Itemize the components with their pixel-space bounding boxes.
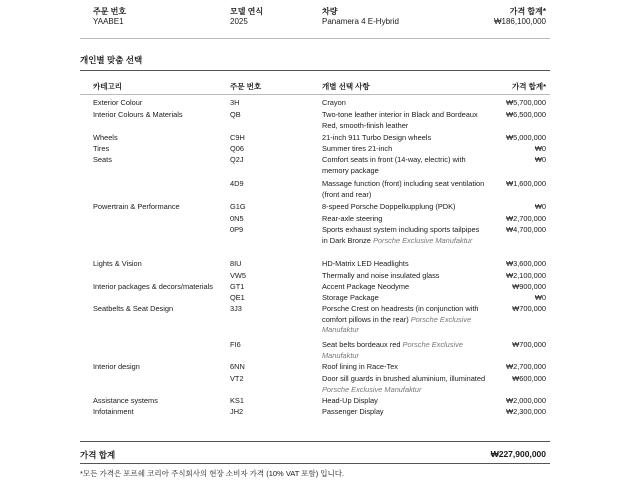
total-label: 가격 합계 [80, 450, 116, 460]
row-option: Summer tires 21-inch [322, 144, 393, 153]
footnote: *모든 가격은 포르쉐 코리아 주식회사의 현장 소비자 가격 (10% VAT 포함) 입니다. [80, 469, 345, 478]
row-note: Porsche Exclusive Manufaktur [372, 235, 473, 245]
row-option: 21-inch 911 Turbo Design wheels [322, 133, 432, 142]
column-header-option: 개별 선택 사항 [322, 82, 370, 91]
row-code: 3H [230, 98, 240, 107]
row-category: Infotainment [93, 407, 134, 416]
row-price: ₩2,700,000 [506, 362, 546, 371]
row-code: 0N5 [230, 214, 244, 223]
row-option: Thermally and noise insulated glass [322, 271, 440, 280]
row-code: 8IU [230, 259, 242, 268]
row-option: Roof lining in Race-Tex [322, 362, 398, 371]
row-option: Massage function (front) including seat ventilation (front and rear) [322, 179, 485, 199]
row-price: ₩600,000 [512, 374, 546, 383]
row-category: Exterior Colour [93, 98, 143, 107]
base-price-value: ₩186,100,000 [493, 17, 546, 26]
row-category: Interior Colours & Materials [93, 110, 183, 119]
model-year-value: 2025 [230, 17, 248, 26]
row-code: G1G [230, 202, 246, 211]
row-option: Accent Package Neodyme [322, 282, 410, 291]
row-code: 0P9 [230, 225, 244, 234]
row-option: Comfort seats in front (14-way, electric) with memory package [322, 155, 466, 175]
row-code: JH2 [230, 407, 244, 416]
row-price: ₩1,600,000 [506, 179, 546, 188]
row-code: 4D9 [230, 179, 244, 188]
row-code: Q2J [230, 155, 244, 164]
model-year-label: 모델 연식 [230, 7, 264, 16]
row-note: Porsche Exclusive Manufaktur [322, 314, 472, 335]
row-category: Tires [93, 144, 110, 153]
row-price: ₩4,700,000 [506, 225, 546, 234]
row-code: C9H [230, 133, 245, 142]
section-divider [80, 70, 550, 71]
row-category: Interior packages & decors/materials [93, 282, 213, 291]
row-price: ₩2,000,000 [506, 396, 546, 405]
row-code: VT2 [230, 374, 244, 383]
row-price: ₩5,000,000 [506, 133, 546, 142]
row-code: VW5 [230, 271, 247, 280]
row-note: Porsche Exclusive Manufaktur [322, 340, 463, 360]
column-header-code: 주문 번호 [230, 82, 262, 91]
row-category: Wheels [93, 133, 118, 142]
row-price: ₩2,300,000 [506, 407, 546, 416]
order-number-value: YAABE1 [93, 17, 124, 26]
row-code: Q06 [230, 144, 244, 153]
row-code: FI6 [230, 340, 241, 349]
row-category: Powertrain & Performance [93, 202, 180, 211]
section-title: 개인별 맞춤 선택 [80, 55, 143, 65]
row-code: QB [230, 110, 241, 119]
header-divider [80, 38, 550, 39]
row-price: ₩900,000 [512, 282, 546, 291]
row-code: QE1 [230, 293, 245, 302]
vehicle-value: Panamera 4 E-Hybrid [322, 17, 399, 26]
row-category: Assistance systems [93, 396, 158, 405]
row-price: ₩700,000 [512, 304, 546, 313]
row-price: ₩2,100,000 [506, 271, 546, 280]
row-option: Rear-axle steering [322, 214, 383, 223]
row-price: ₩2,700,000 [506, 214, 546, 223]
base-price-label: 가격 합계* [509, 7, 546, 16]
order-number-label: 주문 번호 [93, 7, 127, 16]
row-option: Head-Up Display [322, 396, 378, 405]
row-price: ₩5,700,000 [506, 98, 546, 107]
row-category: Seatbelts & Seat Design [93, 304, 174, 313]
row-code: GT1 [230, 282, 245, 291]
row-note: Porsche Exclusive Manufaktur [322, 384, 422, 394]
row-price: ₩6,500,000 [506, 110, 546, 119]
total-value: ₩227,900,000 [490, 449, 546, 459]
row-price: ₩0 [534, 293, 546, 302]
row-category: Seats [93, 155, 112, 164]
row-option: Two-tone leather interior in Black and Bordeaux Red, smooth-finish leather [322, 110, 478, 130]
row-code: 6NN [230, 362, 245, 371]
total-bottom-divider [80, 463, 550, 464]
row-option: Seat belts bordeaux red Porsche Exclusive Manufaktur [322, 340, 463, 360]
row-option: Storage Package [322, 293, 379, 302]
row-option: Porsche Crest on headrests (in conjunction with comfort pillows in the rear) Porsche Exclusive Manufaktur [322, 304, 479, 335]
column-header-category: 카테고리 [93, 82, 122, 91]
row-price: ₩0 [534, 202, 546, 211]
row-option: Passenger Display [322, 407, 384, 416]
vehicle-label: 차량 [322, 7, 338, 16]
row-price: ₩700,000 [512, 340, 546, 349]
row-option: Door sill guards in brushed aluminium, illuminated Porsche Exclusive Manufaktur [322, 374, 486, 394]
row-code: 3J3 [230, 304, 242, 313]
row-option: Crayon [322, 98, 346, 107]
column-header-price: 가격 합계* [512, 82, 546, 91]
row-category: Interior design [93, 362, 140, 371]
row-price: ₩0 [534, 144, 546, 153]
row-option: Sports exhaust system including sports tailpipes in Dark Bronze Porsche Exclusive Manufaktur [322, 225, 480, 245]
row-category: Lights & Vision [93, 259, 142, 268]
table-header-divider [80, 94, 550, 95]
row-option: HD-Matrix LED Headlights [322, 259, 409, 268]
row-option: 8-speed Porsche Doppelkupplung (PDK) [322, 202, 456, 211]
row-code: KS1 [230, 396, 244, 405]
total-top-divider [80, 441, 550, 442]
row-price: ₩0 [534, 155, 546, 164]
row-price: ₩3,600,000 [506, 259, 546, 268]
